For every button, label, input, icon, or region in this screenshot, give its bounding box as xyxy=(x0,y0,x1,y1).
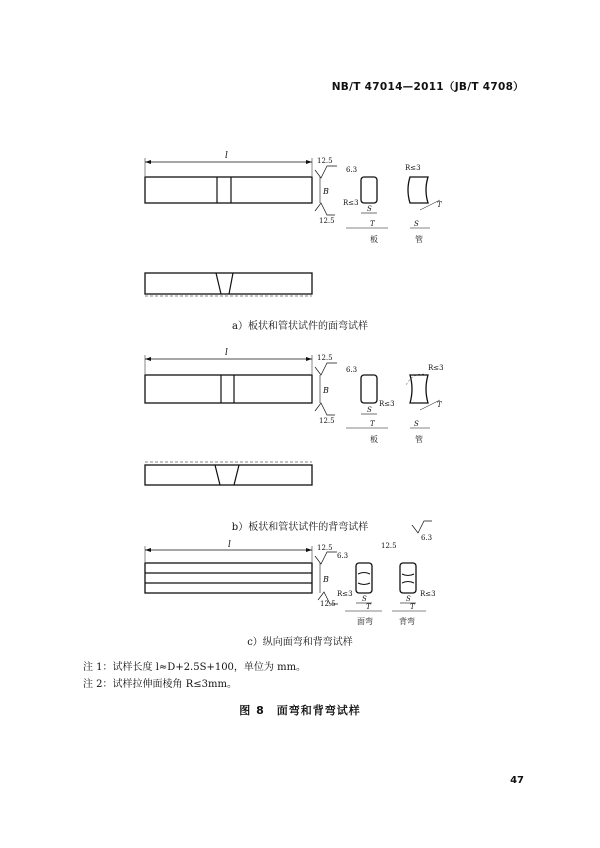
svg-text:R≤3: R≤3 xyxy=(337,590,353,598)
svg-text:T: T xyxy=(370,220,375,228)
note-2: 注 2：试样拉伸面棱角 R≤3mm。 xyxy=(83,679,237,690)
svg-text:R≤3: R≤3 xyxy=(420,590,436,598)
svg-text:12.5: 12.5 xyxy=(319,217,335,225)
fig-c-face-bend-label: 面弯 xyxy=(357,617,373,626)
svg-text:B: B xyxy=(323,386,329,395)
figure-a-caption: a）板状和管状试件的面弯试样 xyxy=(232,321,368,332)
svg-text:板: 板 xyxy=(370,435,378,444)
svg-text:12.5: 12.5 xyxy=(317,544,333,552)
svg-text:T: T xyxy=(437,201,442,209)
svg-text:6.3: 6.3 xyxy=(346,366,358,374)
svg-text:S: S xyxy=(362,595,367,603)
svg-text:6.3: 6.3 xyxy=(337,552,349,560)
document-header: NB/T 47014—2011（JB/T 4708） xyxy=(331,81,524,93)
svg-text:S: S xyxy=(414,220,419,228)
figure-c-caption: c）纵向面弯和背弯试样 xyxy=(247,637,353,648)
svg-text:T: T xyxy=(370,420,375,428)
svg-text:R≤3: R≤3 xyxy=(379,400,395,408)
svg-text:6.3: 6.3 xyxy=(421,534,433,542)
svg-text:l: l xyxy=(228,540,231,550)
fig-a-plate-label: 板 xyxy=(370,235,378,244)
note-1: 注 1：试样长度 l≈D+2.5S+100，单位为 mm。 xyxy=(83,662,307,673)
svg-text:S: S xyxy=(406,595,411,603)
svg-text:T: T xyxy=(437,401,442,409)
svg-text:12.5: 12.5 xyxy=(317,157,333,165)
svg-text:12.5: 12.5 xyxy=(381,542,397,550)
figure-a-drawing xyxy=(145,151,443,296)
svg-text:S: S xyxy=(414,420,419,428)
svg-text:R≤3: R≤3 xyxy=(343,199,359,207)
svg-text:6.3: 6.3 xyxy=(346,166,358,174)
svg-text:B: B xyxy=(323,575,329,584)
svg-text:12.5: 12.5 xyxy=(317,354,333,362)
figure-c-drawing xyxy=(145,521,436,626)
svg-text:12.5: 12.5 xyxy=(319,417,335,425)
figure-title: 图 8 面弯和背弯试样 xyxy=(239,704,361,717)
figure-b-drawing xyxy=(145,348,444,485)
svg-text:12.5: 12.5 xyxy=(320,600,336,608)
page-number: 47 xyxy=(510,775,524,786)
fig-a-pipe-label: 管 xyxy=(415,235,423,244)
svg-text:B: B xyxy=(323,187,329,196)
figure-b-caption: b）板状和管状试件的背弯试样 xyxy=(231,522,369,533)
svg-text:S: S xyxy=(367,406,372,414)
svg-text:l: l xyxy=(225,348,228,358)
svg-text:T: T xyxy=(366,603,371,611)
svg-text:R≤3: R≤3 xyxy=(405,164,421,172)
fig-c-back-bend-label: 背弯 xyxy=(399,617,415,626)
svg-text:R≤3: R≤3 xyxy=(428,364,444,372)
fig-a-length-label: l xyxy=(225,151,228,161)
svg-text:S: S xyxy=(367,205,372,213)
svg-text:管: 管 xyxy=(415,435,423,444)
svg-text:T: T xyxy=(410,603,415,611)
